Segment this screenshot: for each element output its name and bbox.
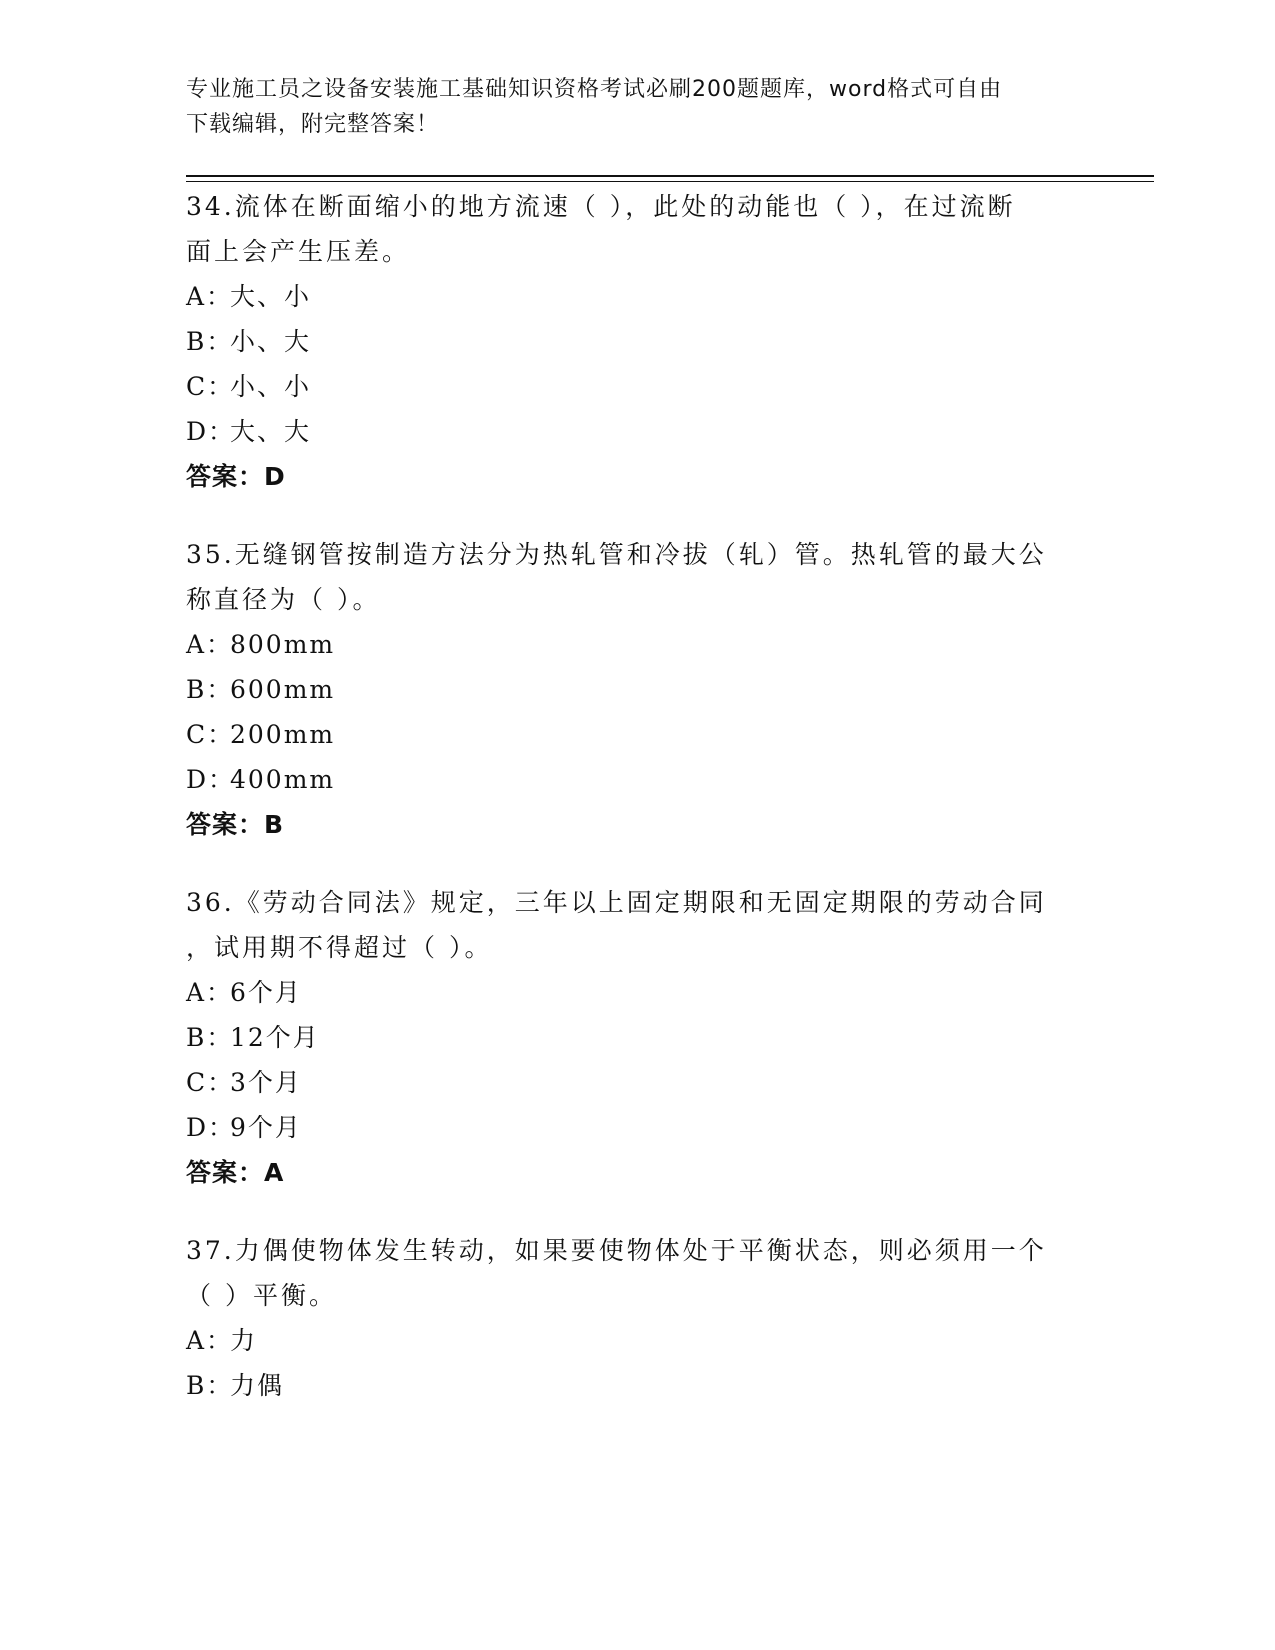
option-text: 600mm <box>230 675 336 704</box>
option-d <box>186 409 1086 454</box>
option-text: 3个月 <box>230 1068 302 1097</box>
option-key: C： <box>186 1068 235 1097</box>
option-text: 6个月 <box>230 978 302 1007</box>
option-a <box>186 622 1086 667</box>
answer-label: 答案：A <box>186 1158 285 1187</box>
option-b <box>186 319 1086 364</box>
header-line-1: 专业施工员之设备安装施工基础知识资格考试必刷200题题库，word格式可自由 <box>186 77 1003 102</box>
option-key: B： <box>186 1023 234 1052</box>
option-c <box>186 364 1086 409</box>
question-stem-line-2: （ ）平衡。 <box>186 1281 337 1310</box>
option-key: D： <box>186 1113 236 1142</box>
option-a <box>186 1318 1086 1363</box>
option-a <box>186 970 1086 1015</box>
option-text: 大、小 <box>230 282 312 311</box>
option-key: D： <box>186 765 236 794</box>
option-key: C： <box>186 372 235 401</box>
option-key: B： <box>186 675 234 704</box>
question-stem-line-1: 36.《劳动合同法》规定，三年以上固定期限和无固定期限的劳动合同 <box>186 888 1047 917</box>
option-text: 800mm <box>230 630 336 659</box>
document-header <box>186 72 1066 142</box>
option-text: 力 <box>230 1326 258 1355</box>
option-b <box>186 1363 1086 1408</box>
option-key: A： <box>186 978 234 1007</box>
option-key: D： <box>186 417 236 446</box>
option-key: B： <box>186 327 234 356</box>
option-text: 小、小 <box>230 372 312 401</box>
option-key: C： <box>186 720 235 749</box>
question-37 <box>186 1228 1086 1408</box>
option-key: B： <box>186 1371 234 1400</box>
answer-label: 答案：B <box>186 810 285 839</box>
option-c <box>186 1060 1086 1105</box>
question-stem-line-1: 34.流体在断面缩小的地方流速（ ），此处的动能也（ ），在过流断 <box>186 192 1016 221</box>
option-text: 400mm <box>230 765 336 794</box>
option-text: 力偶 <box>230 1371 285 1400</box>
question-stem-line-1: 37.力偶使物体发生转动，如果要使物体处于平衡状态，则必须用一个 <box>186 1236 1047 1265</box>
answer-label: 答案：D <box>186 462 286 491</box>
option-text: 12个月 <box>230 1023 320 1052</box>
header-line-2: 下载编辑，附完整答案！ <box>186 112 440 137</box>
option-a <box>186 274 1086 319</box>
option-text: 小、大 <box>230 327 312 356</box>
option-key: A： <box>186 1326 234 1355</box>
option-key: A： <box>186 282 234 311</box>
header-divider-thick <box>186 175 1154 177</box>
question-stem-line-2: ，试用期不得超过（ ）。 <box>186 933 493 962</box>
option-b <box>186 1015 1086 1060</box>
option-b <box>186 667 1086 712</box>
option-c <box>186 712 1086 757</box>
question-stem-line-2: 面上会产生压差。 <box>186 237 411 266</box>
header-divider-thin <box>186 181 1154 182</box>
option-d <box>186 1105 1086 1150</box>
option-text: 9个月 <box>230 1113 302 1142</box>
question-35 <box>186 532 1086 847</box>
option-text: 200mm <box>230 720 336 749</box>
option-key: A： <box>186 630 234 659</box>
question-34 <box>186 184 1086 499</box>
option-d <box>186 757 1086 802</box>
question-stem-line-1: 35.无缝钢管按制造方法分为热轧管和冷拔（轧）管。热轧管的最大公 <box>186 540 1047 569</box>
question-stem-line-2: 称直径为（ ）。 <box>186 585 381 614</box>
question-36 <box>186 880 1086 1195</box>
option-text: 大、大 <box>230 417 312 446</box>
